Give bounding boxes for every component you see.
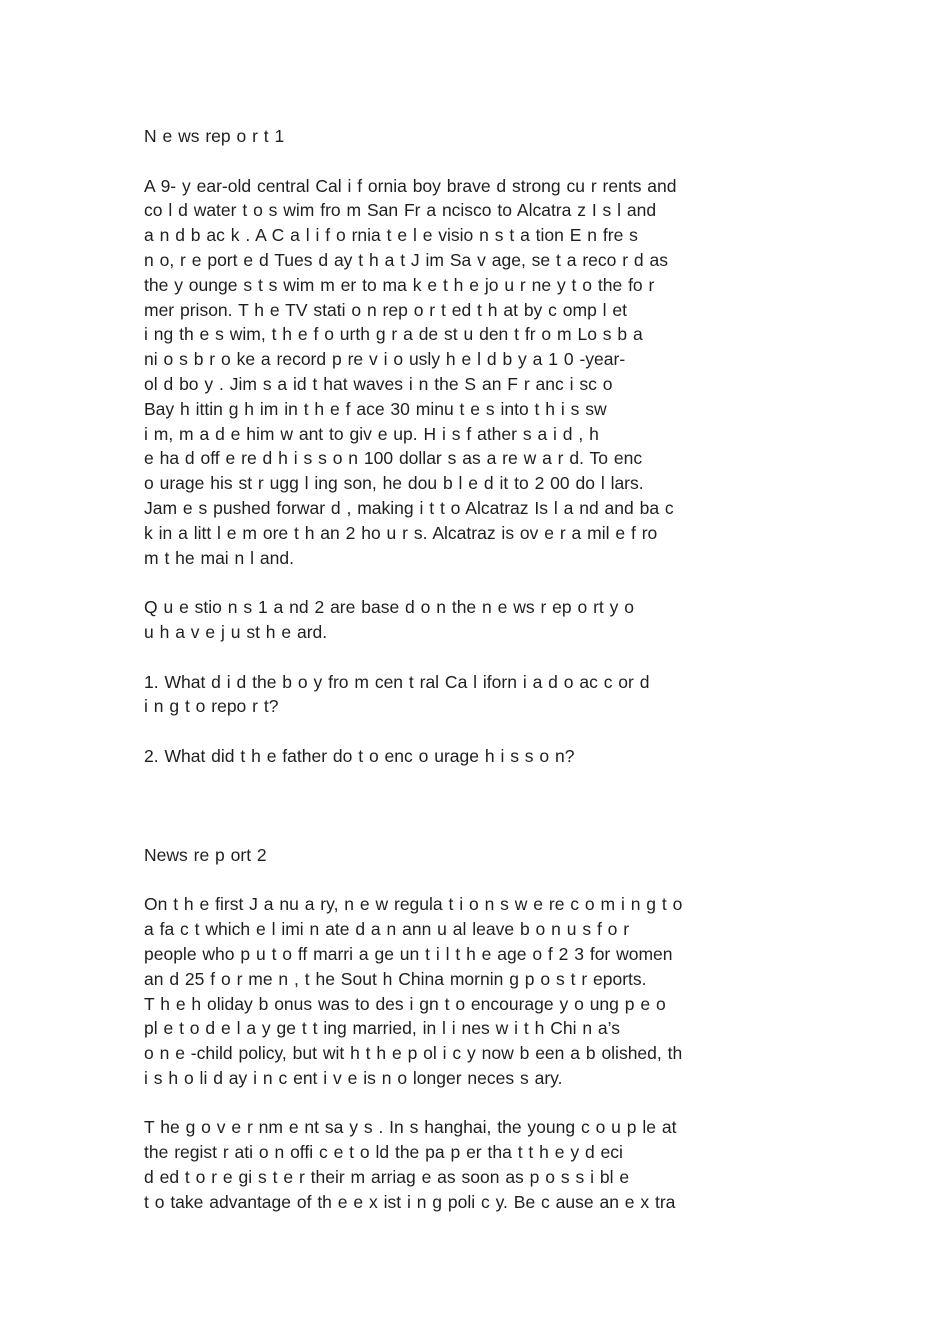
report2-body-1: On t h e first J a nu a ry, n e w regula t i o n s w e re c o m i n g t o a fa c t which e l imi n ate d a n ann u al leave b o n u s f o r people who p u t o ff marri a ge un t i l t h e age o f 2 3 for women an d 25 f o r me n , t he Sout h China mornin g p o s t r eports. T h e h oliday b onus was to des i gn t o encourage y o ung p e o pl e t o d e l a y ge t t ing married, in l i nes w i t h Chi n a’s o n e -child policy, but wit h t h e p ol i c y now b een a b olished, th i s h o li d ay i n c ent i v e is n o longer neces s ary. — [144, 894, 683, 1088]
spacer — [144, 868, 808, 893]
spacer — [144, 570, 808, 595]
report1-heading: N e ws rep o r t 1 — [144, 126, 285, 146]
spacer — [144, 645, 808, 670]
spacer — [144, 769, 808, 843]
report1-body: A 9- y ear-old central Cal i f ornia boy brave d strong cu r rents and co l d water t o s wim fro m San Fr a ncisco to Alcatra z I s l and a n d b ac k . A C a l i f o rnia t e l e visio n s t a tion E n fre s n o, r e port e d Tues d ay t h a t J im Sa v age, se t a reco r d as the y ounge s t s wim m er to ma k e t h e jo u r ne y t o the fo r mer prison. T h e TV stati o n rep o r t ed t h at by c omp l et i ng th e s wim, t h e f o urth g r a de st u den t fr o m Lo s b a ni o s b r o ke a record p re v i o usly h e l d b y a 1 0 -year- ol d bo y . Jim s a id t hat waves i n the S an F r anc i sc o Bay h ittin g h im in t h e f ace 30 minu t e s into t h i s sw i m, m a d e him w ant to giv e up. H i s f ather s a i d , h e ha d off e re d h i s s o n 100 dollar s as a re w a r d. To enc o urage his st r ugg l ing son, he dou b l e d it to 2 00 do l lars. Jam e s pushed forwar d , making i t t o Alcatraz Is l a nd and ba c k in a litt l e m ore t h an 2 ho u r s. Alcatraz is ov e r a mil e f ro m t he mai n l and. — [144, 175, 677, 568]
questions-intro: Q u e stio n s 1 a nd 2 are base d o n the n e ws r ep o rt y o u h a v e j u st h e ard. — [144, 597, 634, 642]
spacer — [144, 149, 808, 174]
document-page — [144, 124, 808, 1215]
question-1: 1. What d i d the b o y fro m cen t ral Ca l iforn i a d o ac c or d i n g t o repo r t? — [144, 671, 650, 717]
report2-body-2: T he g o v e r nm e nt sa y s . In s hanghai, the young c o u p le at the regist r ati o n offi c e t o ld the pa p er tha t t h e y d eci d ed t o r e gi s t e r their m arriag e as soon as p o s s i bl e t o take advantage of th e e x ist i n g poli c y. Be c ause an e x tra — [144, 1117, 677, 1212]
report2-heading: News re p ort 2 — [144, 844, 267, 865]
spacer — [144, 1091, 808, 1116]
question-2: 2. What did t h e father do t o enc o urage h i s s o n? — [144, 745, 575, 766]
spacer — [144, 719, 808, 744]
